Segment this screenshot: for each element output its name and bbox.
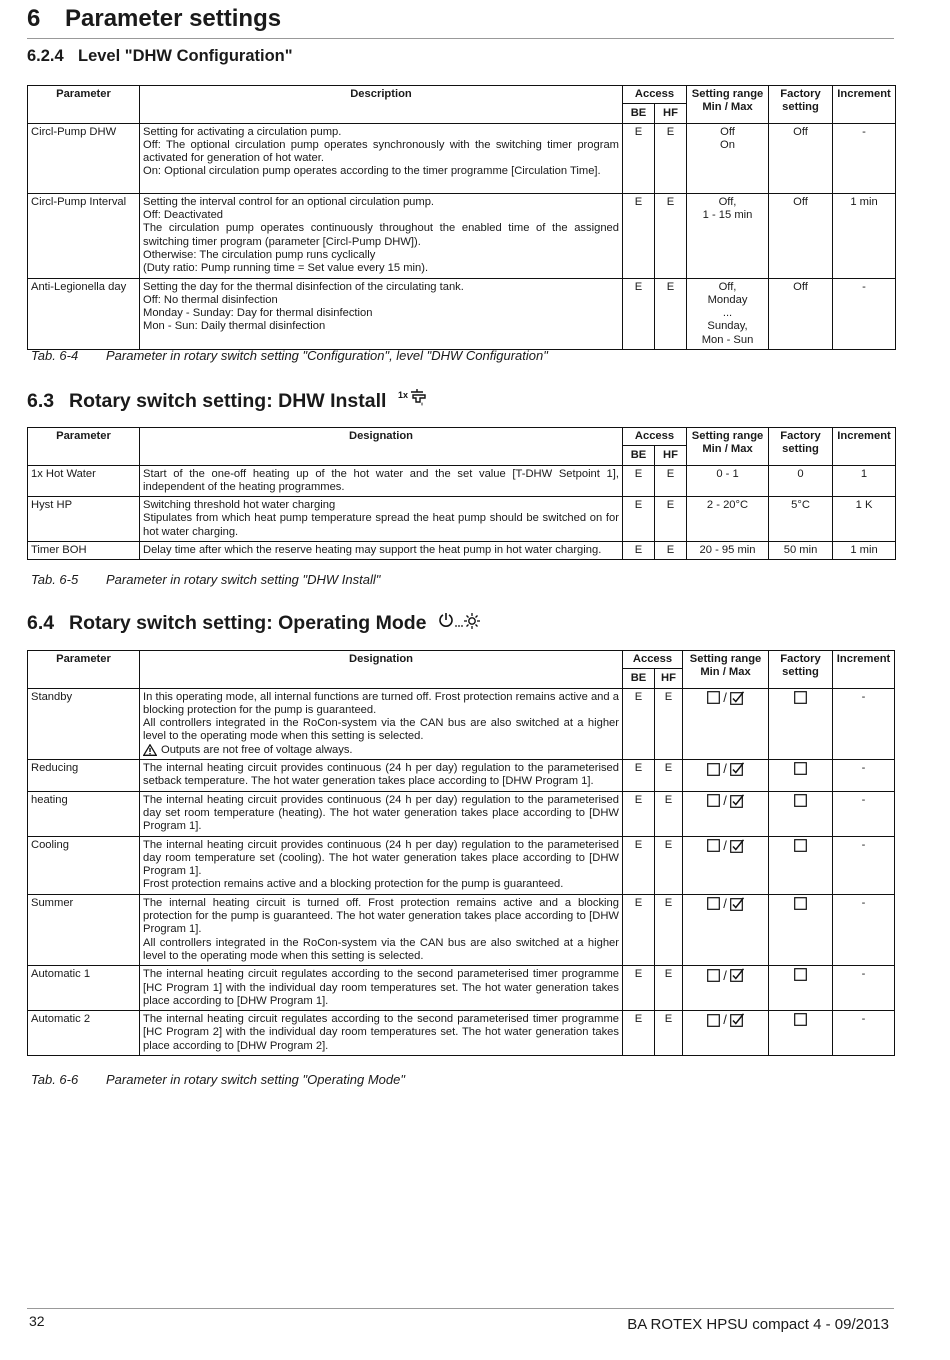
- increment: -: [833, 1011, 895, 1056]
- table-row: [28, 760, 895, 792]
- param-description: [140, 542, 623, 560]
- param-name: Reducing: [28, 760, 140, 792]
- footer-divider: [27, 1308, 894, 1309]
- param-description: [140, 791, 623, 836]
- desc-line: Setting for activating a circulation pump.: [143, 125, 342, 138]
- param-name: Summer: [28, 894, 140, 965]
- table-row: [28, 497, 896, 542]
- range-separator: /: [723, 837, 727, 853]
- increment: 1 min: [833, 542, 896, 560]
- section-title: Rotary switch setting: Operating Mode: [69, 612, 427, 635]
- header-be: BE: [623, 446, 655, 465]
- setting-range: [683, 760, 769, 792]
- param-description: [140, 966, 623, 1011]
- section-number: 6.3: [27, 390, 55, 413]
- table-row: [28, 966, 895, 1011]
- desc-line: The internal heating circuit provides continuous (24 h per day) regulation to the parameterised day room temperature set (cooling). The hot water generation takes place according to [DHW Program 1].: [143, 838, 619, 878]
- header-access: Access: [623, 651, 683, 669]
- factory-setting: [769, 688, 833, 759]
- caption-text: Parameter in rotary switch setting "DHW Install": [106, 572, 381, 587]
- increment: -: [833, 836, 895, 894]
- increment: -: [833, 894, 895, 965]
- table-row: [28, 542, 896, 560]
- header-designation: Designation: [140, 651, 623, 689]
- access-hf: E: [655, 123, 687, 193]
- setting-range: [687, 278, 769, 349]
- hot-water-tap-icon: [398, 388, 432, 416]
- desc-line: The circulation pump operates continuously throughout the enabled time of the assigned switching timer program (parameter [Circl-Pump DHW]).: [143, 222, 619, 248]
- section-heading-6-2-4: [27, 47, 293, 66]
- header-increment: Increment: [833, 651, 895, 689]
- header-access: Access: [623, 428, 687, 446]
- param-name: heating: [28, 791, 140, 836]
- range-line: Off,: [718, 280, 737, 293]
- access-be: E: [623, 791, 655, 836]
- setting-range: [683, 894, 769, 965]
- setting-range: [687, 193, 769, 278]
- table-row: [28, 278, 896, 349]
- document-reference: BA ROTEX HPSU compact 4 - 09/2013: [627, 1316, 889, 1333]
- checkbox-empty-icon: [707, 795, 720, 807]
- param-description: [140, 1011, 623, 1056]
- spacer: [143, 179, 619, 191]
- chapter-number: 6: [27, 5, 41, 32]
- desc-line: The internal heating circuit is turned off. Frost protection remains active and a blocking protection for the pump is guaranteed. The hot water generation takes place according to [DHW Program 1].: [143, 896, 619, 936]
- checkbox-empty-icon: [707, 969, 720, 981]
- param-description: [140, 836, 623, 894]
- table-row: [28, 688, 895, 759]
- factory-setting: 50 min: [769, 542, 833, 560]
- chapter-title: Parameter settings: [65, 5, 282, 32]
- desc-line: Switching threshold hot water charging: [143, 499, 336, 512]
- desc-line: All controllers integrated in the RoCon-system via the CAN bus are also switched at a higher level to the operating mode when this setting is selected.: [143, 936, 619, 962]
- param-name: Anti-Legionella day: [28, 278, 140, 349]
- access-be: E: [623, 497, 655, 542]
- checkbox-empty-icon: [707, 763, 720, 775]
- desc-line: The internal heating circuit regulates according to the second parameterised timer programme [HC Program 2] with the individual day room temperatures set. The hot water generation takes place according to [DHW Program 2].: [143, 1013, 619, 1052]
- increment: 1 K: [833, 497, 896, 542]
- section-title: Level "DHW Configuration": [78, 47, 293, 65]
- header-factory-setting: Factory setting: [769, 651, 833, 689]
- desc-line: The internal heating circuit provides continuous (24 h per day) regulation to the parameterised setback temperature. The hot water generation takes place according to [DHW Program 1].: [143, 762, 619, 788]
- factory-setting: Off: [769, 278, 833, 349]
- desc-line: Off: No thermal disinfection: [143, 293, 278, 306]
- table-row: [28, 791, 895, 836]
- increment: -: [833, 278, 896, 349]
- access-hf: E: [655, 791, 683, 836]
- desc-line: Mon - Sun: Daily thermal disinfection: [143, 320, 326, 333]
- param-description: [140, 278, 623, 349]
- header-description: Description: [140, 86, 623, 124]
- param-name: Automatic 2: [28, 1011, 140, 1056]
- factory-setting: 5°C: [769, 497, 833, 542]
- desc-line: On: Optional circulation pump operates according to the timer programme [Circulation Time].: [143, 165, 601, 178]
- access-hf: E: [655, 542, 687, 560]
- header-be: BE: [623, 104, 655, 123]
- checkbox-empty-icon: [707, 1014, 720, 1026]
- range-separator: /: [723, 689, 727, 705]
- range-separator: /: [723, 896, 727, 912]
- access-hf: E: [655, 966, 683, 1011]
- desc-line: In this operating mode, all internal functions are turned off. Frost protection remains active and a blocking protection for the pump is guaranteed.: [143, 690, 619, 716]
- section-title: Rotary switch setting: DHW Install: [69, 390, 387, 413]
- table-caption-6-5: [31, 572, 380, 587]
- desc-line: All controllers integrated in the RoCon-system via the CAN bus are also switched at a higher level to the operating mode when this setting is selected.: [143, 717, 619, 743]
- param-description: [140, 465, 623, 497]
- warning-note: [143, 744, 619, 757]
- param-name: Cooling: [28, 836, 140, 894]
- factory-setting: 0: [769, 465, 833, 497]
- table-caption-6-4: [31, 348, 548, 363]
- param-name: Automatic 1: [28, 966, 140, 1011]
- access-hf: E: [655, 688, 683, 759]
- increment: 1 min: [833, 193, 896, 278]
- desc-line: Off: Deactivated: [143, 209, 224, 222]
- setting-range: 20 - 95 min: [687, 542, 769, 560]
- access-be: E: [623, 760, 655, 792]
- param-description: [140, 894, 623, 965]
- param-description: [140, 688, 623, 759]
- range-line: ...: [722, 307, 733, 320]
- param-name: Hyst HP: [28, 497, 140, 542]
- header-hf: HF: [655, 104, 687, 123]
- header-access: Access: [623, 86, 687, 104]
- increment: -: [833, 791, 895, 836]
- factory-setting: Off: [769, 123, 833, 193]
- param-name: Circl-Pump Interval: [28, 193, 140, 278]
- access-be: E: [623, 1011, 655, 1056]
- power-to-sun-icon: [438, 611, 480, 637]
- range-separator: /: [723, 1012, 727, 1028]
- range-line: Monday: [707, 293, 748, 306]
- desc-line: Otherwise: The circulation pump runs cyclically: [143, 248, 376, 261]
- access-hf: E: [655, 465, 687, 497]
- header-hf: HF: [655, 446, 687, 465]
- header-setting-range: Setting range Min / Max: [687, 86, 769, 124]
- setting-range: [683, 836, 769, 894]
- checkbox-checked-icon: [730, 840, 744, 852]
- param-description: [140, 760, 623, 792]
- checkbox-empty-icon: [707, 898, 720, 910]
- access-hf: E: [655, 278, 687, 349]
- factory-setting: [769, 1011, 833, 1056]
- checkbox-checked-icon: [730, 795, 744, 807]
- checkbox-checked-icon: [730, 1014, 744, 1026]
- table-row: [28, 123, 896, 193]
- access-be: E: [623, 465, 655, 497]
- caption-label: Tab. 6-6: [31, 1072, 79, 1087]
- checkbox-checked-icon: [730, 898, 744, 910]
- access-be: E: [623, 123, 655, 193]
- header-hf: HF: [655, 669, 683, 688]
- access-be: E: [623, 836, 655, 894]
- desc-line: Monday - Sunday: Day for thermal disinfection: [143, 307, 373, 320]
- checkbox-empty-icon: [794, 969, 807, 981]
- desc-line: Setting the interval control for an optional circulation pump.: [143, 195, 435, 208]
- access-hf: E: [655, 836, 683, 894]
- table-row: [28, 894, 895, 965]
- param-name: Standby: [28, 688, 140, 759]
- desc-line: Stipulates from which heat pump temperature spread the heat pump should be switched on for hot water charging.: [143, 512, 619, 538]
- header-factory-setting: Factory setting: [769, 428, 833, 466]
- checkbox-empty-icon: [794, 1014, 807, 1026]
- checkbox-empty-icon: [794, 794, 807, 806]
- checkbox-checked-icon: [730, 763, 744, 775]
- caption-label: Tab. 6-4: [31, 348, 79, 363]
- setting-range: [687, 123, 769, 193]
- factory-setting: [769, 966, 833, 1011]
- table-caption-6-6: [31, 1072, 405, 1087]
- param-name: Timer BOH: [28, 542, 140, 560]
- desc-line: Delay time after which the reserve heating may support the heat pump in hot water charging.: [143, 544, 602, 557]
- section-number: 6.2.4: [27, 47, 64, 65]
- checkbox-empty-icon: [707, 692, 720, 704]
- desc-line: Start of the one-off heating up of the hot water and the set value [T-DHW Setpoint 1], independent of the heating programmes.: [143, 467, 619, 493]
- header-be: BE: [623, 669, 655, 688]
- access-hf: E: [655, 1011, 683, 1056]
- factory-setting: [769, 836, 833, 894]
- section-heading-6-4: [27, 611, 480, 637]
- range-line: Off: [720, 125, 735, 138]
- access-be: E: [623, 193, 655, 278]
- param-description: [140, 497, 623, 542]
- desc-line: (Duty ratio: Pump running time = Set value every 15 min).: [143, 262, 429, 275]
- access-hf: E: [655, 894, 683, 965]
- parameter-table-6-4: [27, 85, 896, 350]
- access-be: E: [623, 894, 655, 965]
- section-number: 6.4: [27, 612, 55, 635]
- svg-text:1x: 1x: [397, 390, 408, 400]
- range-line: On: [720, 138, 735, 151]
- section-heading-6-3: [27, 388, 432, 416]
- desc-line: Setting the day for the thermal disinfection of the circulating tank.: [143, 280, 464, 293]
- caption-label: Tab. 6-5: [31, 572, 79, 587]
- header-parameter: Parameter: [28, 651, 140, 689]
- chapter-heading: [27, 2, 894, 39]
- increment: -: [833, 688, 895, 759]
- table-row: [28, 1011, 895, 1056]
- access-hf: E: [655, 497, 687, 542]
- checkbox-empty-icon: [794, 763, 807, 775]
- setting-range: 2 - 20°C: [687, 497, 769, 542]
- access-hf: E: [655, 193, 687, 278]
- table-row: [28, 836, 895, 894]
- checkbox-checked-icon: [730, 692, 744, 704]
- checkbox-empty-icon: [707, 840, 720, 852]
- range-line: Mon - Sun: [701, 333, 754, 346]
- warning-text: Outputs are not free of voltage always.: [161, 743, 353, 756]
- increment: 1: [833, 465, 896, 497]
- range-separator: /: [723, 761, 727, 777]
- access-be: E: [623, 542, 655, 560]
- increment: -: [833, 966, 895, 1011]
- range-separator: /: [723, 793, 727, 809]
- desc-line: The internal heating circuit regulates according to the second parameterised timer programme [HC Program 1] with the individual day room temperatures set. The hot water generation takes place according to [DHW Program 1].: [143, 968, 619, 1007]
- increment: -: [833, 123, 896, 193]
- desc-line: The internal heating circuit provides continuous (24 h per day) regulation to the parameterised day set room temperature (heating). The hot water generation takes place according to [DHW Program 1].: [143, 793, 619, 833]
- checkbox-checked-icon: [730, 969, 744, 981]
- checkbox-empty-icon: [794, 839, 807, 851]
- parameter-table-6-6: [27, 650, 895, 1056]
- factory-setting: [769, 894, 833, 965]
- setting-range: 0 - 1: [687, 465, 769, 497]
- table-row: [28, 193, 896, 278]
- header-setting-range: Setting range Min / Max: [683, 651, 769, 689]
- header-setting-range: Setting range Min / Max: [687, 428, 769, 466]
- header-parameter: Parameter: [28, 86, 140, 124]
- caption-text: Parameter in rotary switch setting "Configuration", level "DHW Configuration": [106, 348, 548, 363]
- desc-line: Off: The optional circulation pump operates synchronously with the switching timer program activated for generation of hot water.: [143, 138, 619, 165]
- range-line: Off,: [718, 195, 737, 208]
- param-description: [140, 123, 623, 193]
- increment: -: [833, 760, 895, 792]
- desc-line: Frost protection remains active and a blocking protection for the pump is guaranteed.: [143, 878, 564, 891]
- setting-range: [683, 1011, 769, 1056]
- param-name: 1x Hot Water: [28, 465, 140, 497]
- warning-icon: [143, 744, 161, 756]
- checkbox-empty-icon: [794, 897, 807, 909]
- param-description: [140, 193, 623, 278]
- setting-range: [683, 688, 769, 759]
- access-be: E: [623, 278, 655, 349]
- page-number: 32: [29, 1313, 45, 1329]
- header-designation: Designation: [140, 428, 623, 466]
- caption-text: Parameter in rotary switch setting "Operating Mode": [106, 1072, 405, 1087]
- setting-range: [683, 966, 769, 1011]
- header-increment: Increment: [833, 86, 896, 124]
- table-row: [28, 465, 896, 497]
- header-factory-setting: Factory setting: [769, 86, 833, 124]
- checkbox-empty-icon: [794, 691, 807, 703]
- param-name: Circl-Pump DHW: [28, 123, 140, 193]
- parameter-table-6-5: [27, 427, 896, 560]
- header-parameter: Parameter: [28, 428, 140, 466]
- range-separator: /: [723, 967, 727, 983]
- factory-setting: Off: [769, 193, 833, 278]
- access-be: E: [623, 966, 655, 1011]
- access-be: E: [623, 688, 655, 759]
- setting-range: [683, 791, 769, 836]
- factory-setting: [769, 791, 833, 836]
- factory-setting: [769, 760, 833, 792]
- header-increment: Increment: [833, 428, 896, 466]
- range-line: Sunday,: [707, 320, 748, 333]
- range-line: 1 - 15 min: [702, 209, 753, 222]
- access-hf: E: [655, 760, 683, 792]
